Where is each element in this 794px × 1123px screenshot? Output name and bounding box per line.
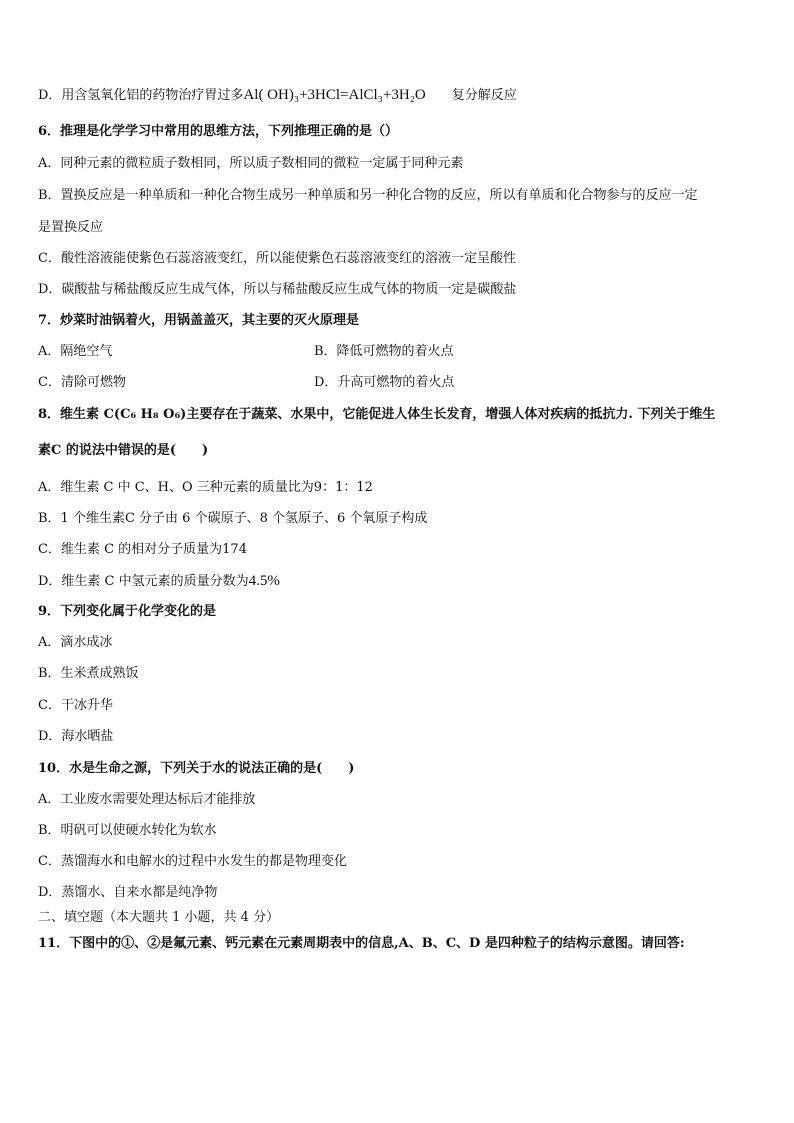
- q10-stem: 10．水是生命之源，下列关于水的说法正确的是( ): [38, 761, 355, 776]
- q6-option-a: A．同种元素的微粒质子数相同，所以质子数相同的微粒一定属于同种元素: [38, 156, 464, 171]
- q8-option-b: B．1 个维生素C 分子由 6 个碳原子、8 个氢原子、6 个氧原子构成: [38, 511, 428, 526]
- q8-option-d-prefix: D．维生素 C 中氢元素的质量分数为: [38, 574, 249, 589]
- q7-option-b: B．降低可燃物的着火点: [314, 344, 454, 359]
- q9-option-c: C．干冰升华: [38, 698, 113, 713]
- q7-option-a: A．隔绝空气: [38, 344, 113, 359]
- q6-stem: 6．推理是化学学习中常用的思维方法，下列推理正确的是（）: [38, 124, 399, 139]
- q8-formula: C(C₆ H₈ O₆): [103, 407, 187, 422]
- q6-option-b-line1: B．置换反应是一种单质和一种化合物生成另一种单质和另一种化合物的反应，所以有单质和化合物参与的反应一定: [38, 188, 698, 203]
- section-heading: 二、填空题（本大题共 1 小题，共 4 分）: [38, 910, 280, 925]
- q5-option-d-type: 复分解反应: [451, 88, 517, 103]
- q11-stem: 11．下图中的①、②是氟元素、钙元素在元素周期表中的信息,A、B、C、D 是四种粒子的结构示意图。请回答:: [38, 936, 685, 951]
- q7-option-c: C．清除可燃物: [38, 375, 126, 390]
- q8-option-d-value: 4.5%: [248, 573, 280, 589]
- q9-option-b: B．生米煮成熟饭: [38, 666, 139, 681]
- q9-option-a: A．滴水成冰: [38, 635, 113, 650]
- q8-stem-line2: 素C 的说法中错误的是( ): [38, 443, 209, 458]
- q7-option-d: D．升高可燃物的着火点: [314, 375, 455, 390]
- q9-stem: 9．下列变化属于化学变化的是: [38, 604, 217, 619]
- q8-stem-suffix: 主要存在于蔬菜、水果中，它能促进人体生长发育，增强人体对疾病的抵抗力. 下列关于维生: [186, 407, 716, 422]
- q8-stem-line1: [38, 406, 715, 424]
- q8-option-c: C．维生素 C 的相对分子质量为174: [38, 542, 247, 557]
- q10-option-c: C．蒸馏海水和电解水的过程中水发生的都是物理变化: [38, 854, 347, 869]
- q5-option-d: [38, 86, 517, 105]
- q10-option-a: A．工业废水需要处理达标后才能排放: [38, 792, 256, 807]
- q5-option-d-formula: Al( OH)₃+3HCl=AlCl₃+3H₂O: [243, 87, 426, 103]
- q6-option-c: C．酸性溶液能使紫色石蕊溶液变红，所以能使紫色石蕊溶液变红的溶液一定呈酸性: [38, 251, 516, 266]
- q5-option-d-text: D．用含氢氧化铝的药物治疗胃过多: [38, 88, 244, 103]
- q9-option-d: D．海水晒盐: [38, 729, 114, 744]
- q8-stem-prefix: 8．维生素: [38, 407, 100, 422]
- q10-option-b: B．明矾可以使硬水转化为软水: [38, 823, 217, 838]
- q8-option-a: A．维生素 C 中 C、H、O 三种元素的质量比为9：1：12: [38, 480, 373, 495]
- q6-option-d: D．碳酸盐与稀盐酸反应生成气体，所以与稀盐酸反应生成气体的物质一定是碳酸盐: [38, 282, 517, 297]
- q8-option-d: [38, 572, 280, 591]
- q10-option-d: D．蒸馏水、自来水都是纯净物: [38, 885, 218, 900]
- q6-option-b-line2: 是置换反应: [38, 220, 104, 235]
- q7-stem: 7．炒菜时油锅着火，用锅盖盖灭，其主要的灭火原理是: [38, 313, 360, 328]
